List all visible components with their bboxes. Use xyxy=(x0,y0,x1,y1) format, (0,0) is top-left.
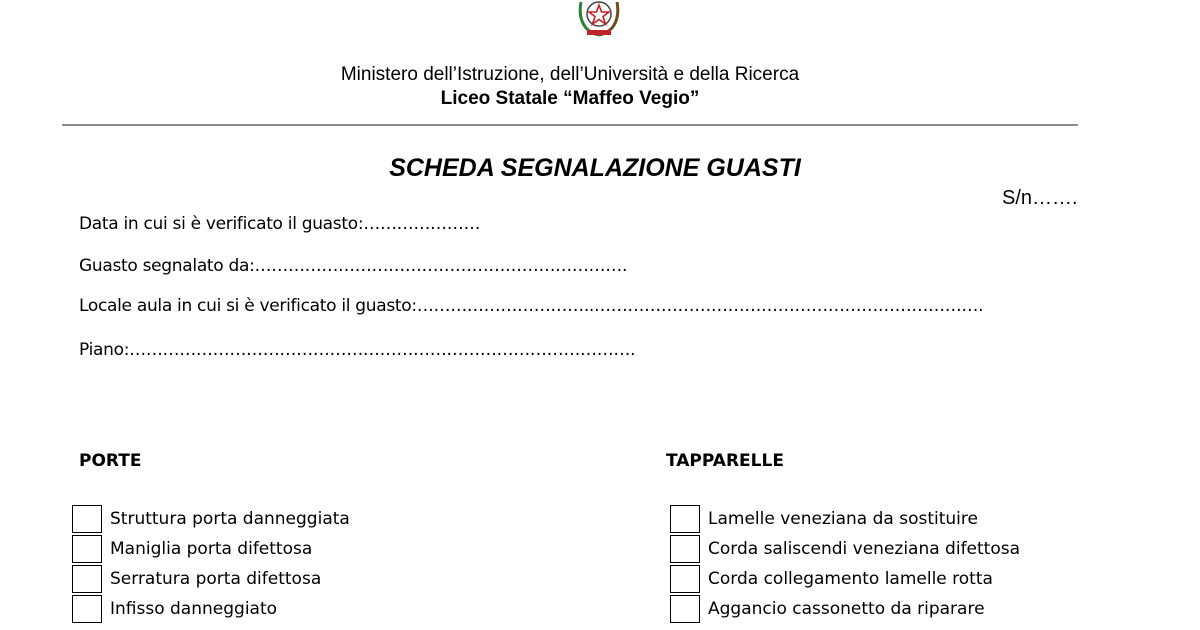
checklist-item-label: Struttura porta danneggiata xyxy=(110,509,350,529)
checkbox[interactable] xyxy=(670,565,700,593)
reporter-field: Guasto segnalato da:…………………………………………………………. xyxy=(79,256,628,276)
checklist-item-label: Lamelle veneziana da sostituire xyxy=(708,509,978,529)
checklist-item-label: Infisso danneggiato xyxy=(110,599,278,619)
ministry-heading: Ministero dell’Istruzione, dell’Università e della Ricerca xyxy=(340,64,800,85)
checklist-item-label: Maniglia porta difettosa xyxy=(110,539,313,559)
date-field: Data in cui si è verificato il guasto:………………… xyxy=(79,214,481,234)
serial-number-field: S/n……. xyxy=(1002,187,1078,209)
header-divider xyxy=(62,124,1078,126)
checklist-item-label: Serratura porta difettosa xyxy=(110,569,322,589)
floor-field: Piano:………………………………………………………………………………. xyxy=(79,340,636,360)
checklist-item-label: Corda saliscendi veneziana difettosa xyxy=(708,539,1021,559)
republic-emblem xyxy=(574,0,624,38)
checkbox[interactable] xyxy=(670,505,700,533)
checkbox[interactable] xyxy=(72,505,102,533)
checklist-item-label: Aggancio cassonetto da riparare xyxy=(708,599,985,619)
checkbox[interactable] xyxy=(670,535,700,563)
section-heading-tapparelle: TAPPARELLE xyxy=(666,451,784,471)
checkbox[interactable] xyxy=(670,595,700,623)
room-field: Locale aula in cui si è verificato il guasto:…………………………..……………………………………………………………. xyxy=(79,296,984,316)
checklist-item-label: Corda collegamento lamelle rotta xyxy=(708,569,993,589)
school-name: Liceo Statale “Maffeo Vegio” xyxy=(440,88,700,109)
section-heading-porte: PORTE xyxy=(79,451,142,471)
checkbox[interactable] xyxy=(72,595,102,623)
checkbox[interactable] xyxy=(72,535,102,563)
form-title: SCHEDA SEGNALAZIONE GUASTI xyxy=(389,154,801,182)
checkbox[interactable] xyxy=(72,565,102,593)
